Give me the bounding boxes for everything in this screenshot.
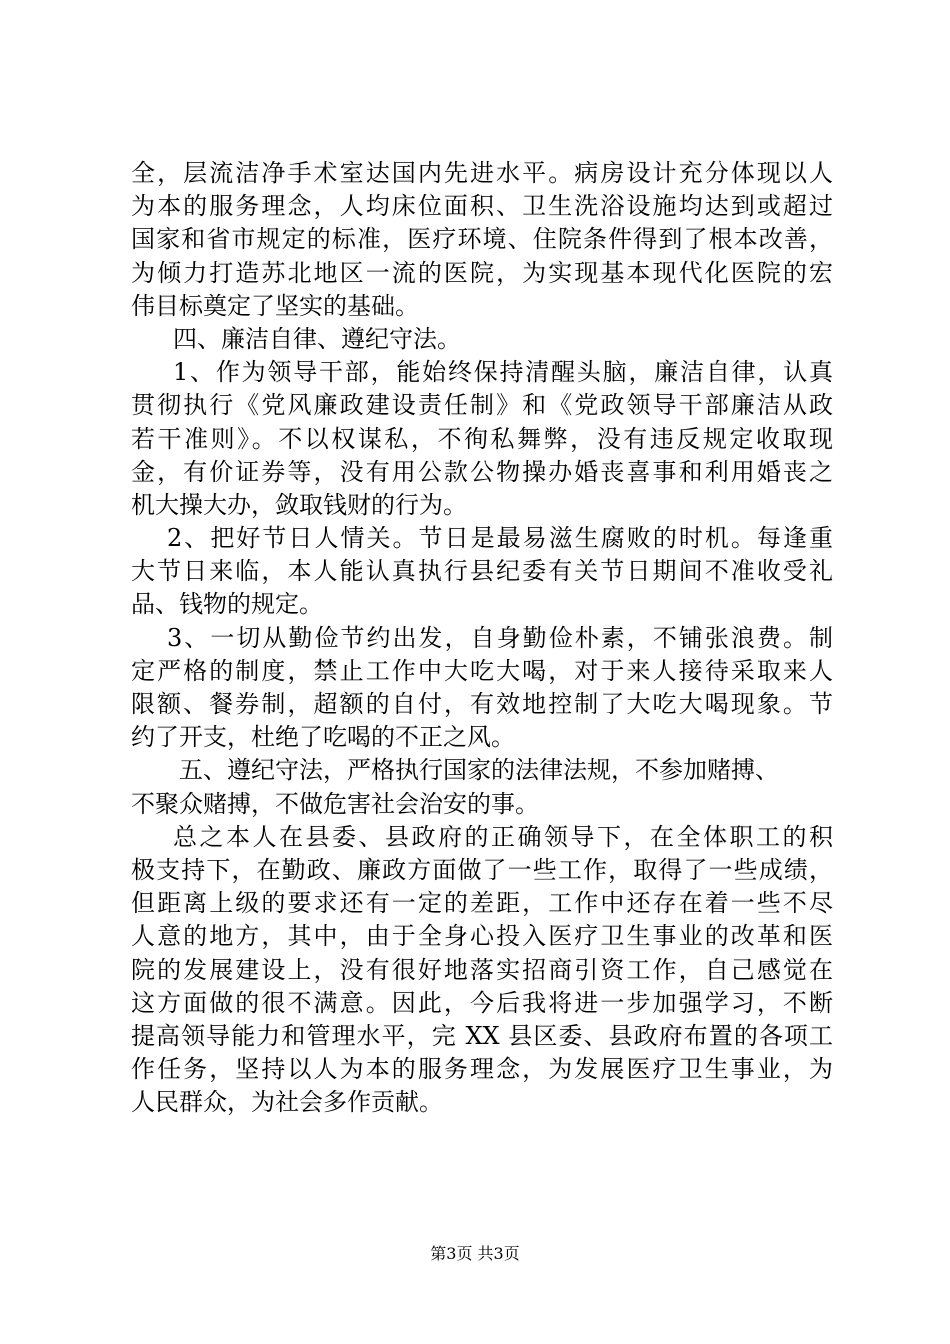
page-footer bbox=[0, 1244, 950, 1264]
text-line: 3、一切从勤俭节约出发，自身勤俭朴素，不铺张浪费。制 bbox=[167, 623, 833, 652]
text-line: 1、作为领导干部，能始终保持清醒头脑，廉洁自律，认真 bbox=[173, 358, 833, 387]
text-line: 提高领导能力和管理水平，完 XX 县区委、县政府布置的各项工 bbox=[131, 1021, 833, 1050]
text-line: 金，有价证券等，没有用公款公物操办婚丧喜事和利用婚丧之 bbox=[131, 457, 833, 486]
text-line: 人民群众，为社会多作贡献。 bbox=[131, 1088, 443, 1117]
text-line: 五、遵纪守法，严格执行国家的法律法规，不参加赌搏、 bbox=[179, 756, 779, 785]
text-line: 贯彻执行《党风廉政建设责任制》和《党政领导干部廉洁从政 bbox=[131, 391, 833, 420]
text-line: 院的发展建设上，没有很好地落实招商引资工作，自己感觉在 bbox=[131, 955, 833, 984]
text-line: 机大操大办，敛取钱财的行为。 bbox=[131, 490, 467, 519]
text-line: 不聚众赌搏，不做危害社会治安的事。 bbox=[131, 789, 539, 818]
text-line: 定严格的制度，禁止工作中大吃大喝，对于来人接待采取来人 bbox=[131, 656, 833, 685]
text-line: 人意的地方，其中，由于全身心投入医疗卫生事业的改革和医 bbox=[131, 922, 833, 951]
text-line: 总之本人在县委、县政府的正确领导下，在全体职工的积 bbox=[173, 822, 833, 851]
text-line: 约了开支，杜绝了吃喝的不正之风。 bbox=[131, 723, 515, 752]
text-line: 这方面做的很不满意。因此，今后我将进一步加强学习，不断 bbox=[131, 988, 833, 1017]
text-line: 但距离上级的要求还有一定的差距，工作中还存在着一些不尽 bbox=[131, 889, 833, 918]
text-line: 极支持下，在勤政、廉政方面做了一些工作，取得了一些成绩， bbox=[131, 855, 833, 884]
text-line: 作任务，坚持以人为本的服务理念，为发展医疗卫生事业，为 bbox=[131, 1055, 833, 1084]
text-line: 2、把好节日人情关。节日是最易滋生腐败的时机。每逢重 bbox=[167, 524, 833, 553]
page-number: 第3页 共3页 bbox=[430, 1244, 520, 1263]
text-line: 若干准则》。不以权谋私，不徇私舞弊，没有违反规定收取现 bbox=[131, 424, 833, 453]
text-line: 伟目标奠定了坚实的基础。 bbox=[131, 291, 419, 320]
text-line: 为本的服务理念，人均床位面积、卫生洗浴设施均达到或超过 bbox=[131, 192, 833, 221]
text-line: 大节日来临，本人能认真执行县纪委有关节日期间不准收受礼 bbox=[131, 557, 833, 586]
text-line: 限额、餐券制，超额的自付，有效地控制了大吃大喝现象。节 bbox=[131, 690, 833, 718]
text-line: 品、钱物的规定。 bbox=[131, 590, 323, 619]
text-line: 国家和省市规定的标准，医疗环境、住院条件得到了根本改善， bbox=[131, 225, 833, 254]
text-line: 全，层流洁净手术室达国内先进水平。病房设计充分体现以人 bbox=[131, 159, 833, 187]
text-line: 为倾力打造苏北地区一流的医院，为实现基本现代化医院的宏 bbox=[131, 258, 833, 287]
section-heading: 四、廉洁自律、遵纪守法。 bbox=[173, 324, 461, 353]
document-body bbox=[131, 157, 833, 1119]
